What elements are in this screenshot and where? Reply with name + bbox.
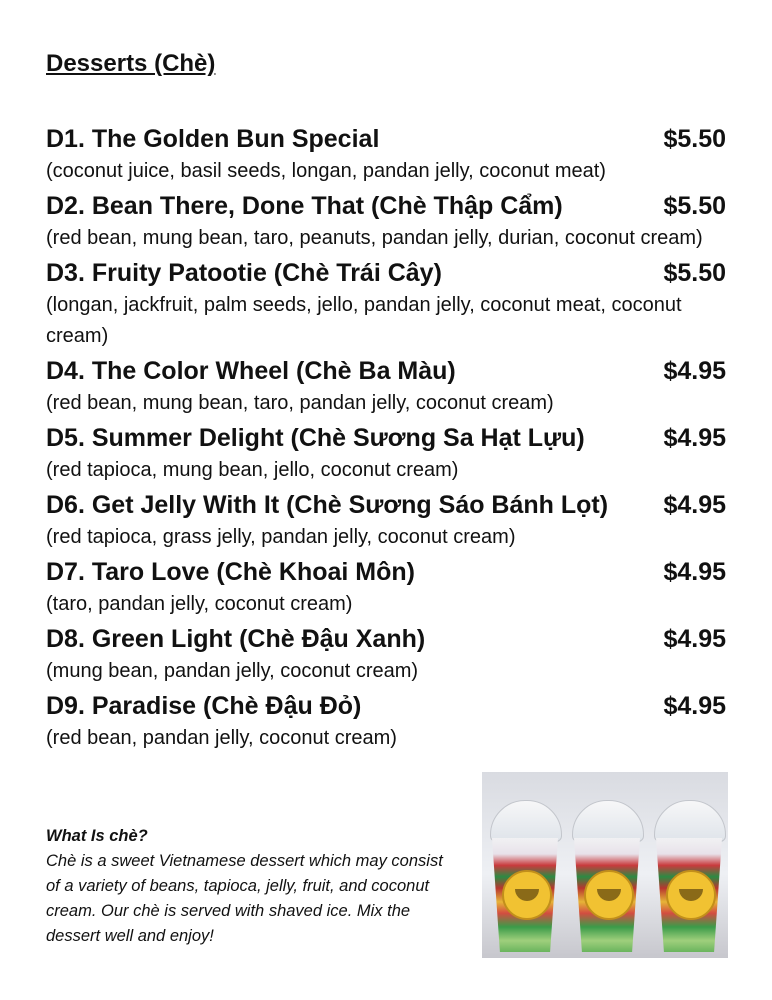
menu-item-d2	[46, 189, 726, 254]
cup-lid	[654, 800, 726, 842]
item-name: D5. Summer Delight (Chè Sương Sa Hạt Lựu)	[46, 424, 585, 452]
item-name: D7. Taro Love (Chè Khoai Môn)	[46, 558, 415, 586]
what-is-che-note	[46, 824, 456, 949]
note-title: What Is chè?	[46, 827, 148, 845]
menu-item-d3	[46, 256, 726, 352]
dessert-cup	[488, 800, 562, 952]
item-price: $5.50	[663, 192, 726, 220]
item-price: $4.95	[663, 625, 726, 653]
menu-item-d8	[46, 622, 726, 687]
item-name: D6. Get Jelly With It (Chè Sương Sáo Bánh Lọt)	[46, 491, 609, 519]
item-name: D8. Green Light (Chè Đậu Xanh)	[46, 625, 426, 653]
dessert-cups-photo	[482, 772, 728, 958]
dessert-menu-list	[46, 122, 726, 756]
item-name: D3. Fruity Patootie (Chè Trái Cây)	[46, 259, 442, 287]
golden-bun-logo-icon	[666, 870, 716, 920]
golden-bun-logo-icon	[584, 870, 634, 920]
note-body: Chè is a sweet Vietnamese dessert which may consist of a variety of beans, tapioca, jelly, fruit, and coconut cream. Our chè is served with shaved ice. Mix the dessert well and enjoy!	[46, 852, 443, 945]
item-description: (red tapioca, grass jelly, pandan jelly, coconut cream)	[46, 526, 516, 548]
item-price: $5.50	[663, 259, 726, 287]
dessert-cup	[570, 800, 644, 952]
item-name: D1. The Golden Bun Special	[46, 125, 380, 153]
item-name: D9. Paradise (Chè Đậu Đỏ)	[46, 692, 362, 720]
item-price: $4.95	[663, 558, 726, 586]
menu-item-d1	[46, 122, 726, 187]
item-description: (longan, jackfruit, palm seeds, jello, pandan jelly, coconut meat, coconut cream)	[46, 294, 682, 347]
item-description: (taro, pandan jelly, coconut cream)	[46, 593, 353, 615]
dessert-cup	[652, 800, 726, 952]
item-description: (red bean, mung bean, taro, peanuts, pandan jelly, durian, coconut cream)	[46, 227, 703, 249]
item-description: (red bean, mung bean, taro, pandan jelly, coconut cream)	[46, 392, 554, 414]
item-price: $4.95	[663, 424, 726, 452]
item-price: $4.95	[663, 491, 726, 519]
item-description: (coconut juice, basil seeds, longan, pandan jelly, coconut meat)	[46, 160, 606, 182]
item-price: $5.50	[663, 125, 726, 153]
menu-item-d5	[46, 421, 726, 486]
menu-item-d4	[46, 354, 726, 419]
cup-lid	[572, 800, 644, 842]
cup-lid	[490, 800, 562, 842]
menu-item-d9	[46, 689, 726, 754]
item-name: D4. The Color Wheel (Chè Ba Màu)	[46, 357, 456, 385]
menu-item-d6	[46, 488, 726, 553]
section-title: Desserts (Chè)	[46, 50, 216, 77]
item-description: (red tapioca, mung bean, jello, coconut cream)	[46, 459, 459, 481]
item-description: (red bean, pandan jelly, coconut cream)	[46, 727, 397, 749]
item-description: (mung bean, pandan jelly, coconut cream)	[46, 660, 419, 682]
menu-item-d7	[46, 555, 726, 620]
item-price: $4.95	[663, 692, 726, 720]
item-name: D2. Bean There, Done That (Chè Thập Cẩm)	[46, 192, 563, 220]
item-price: $4.95	[663, 357, 726, 385]
golden-bun-logo-icon	[502, 870, 552, 920]
